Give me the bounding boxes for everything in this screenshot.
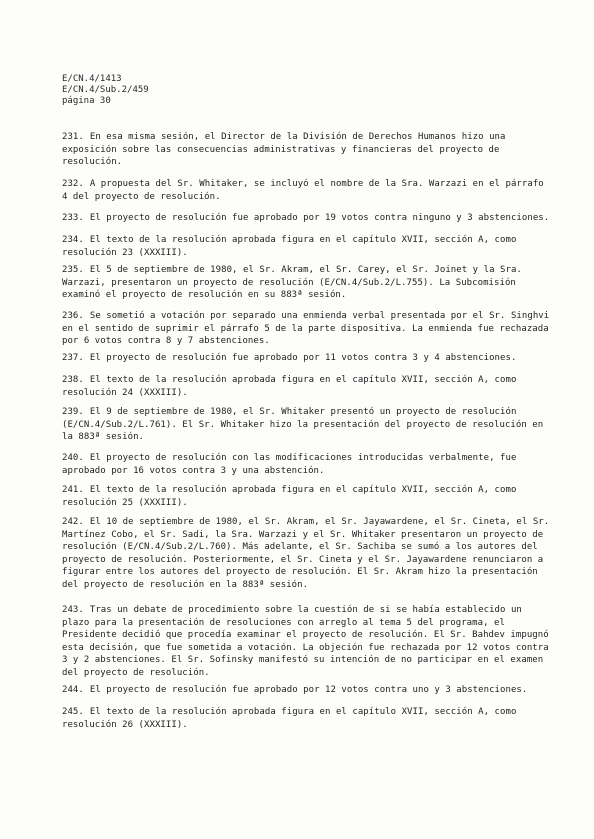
paragraph-234: 234. El texto de la resolución aprobada figura en el capítulo XVII, sección A, como resolución 23 (XXXIII).: [62, 235, 522, 258]
paragraph-233: 233. El proyecto de resolución fue aprobado por 19 votos contra ninguno y 3 abstenciones.: [62, 213, 550, 223]
paragraph-232: 232. A propuesta del Sr. Whitaker, se incluyó el nombre de la Sra. Warzazi en el párrafo 4 del proyecto de resolución.: [62, 179, 550, 202]
paragraph-244: 244. El proyecto de resolución fue aprobado por 12 votos contra uno y 3 abstenciones.: [62, 685, 528, 695]
paragraph-240: 240. El proyecto de resolución con las modificaciones introducidas verbalmente, fue aprobado por 16 votos contra 3 y una abstención.: [62, 453, 522, 476]
page-number: página 30: [62, 96, 111, 106]
document-symbol-2: E/CN.4/Sub.2/459: [62, 85, 149, 95]
paragraph-235: 235. El 5 de septiembre de 1980, el Sr. Akram, el Sr. Carey, el Sr. Joinet y la Sra. Warzazi, presentaron un proyecto de resolución (E/CN.4/Sub.2/L.755). La Subcomisión examinó el proyecto de resolución en su 883ª sesión.: [62, 265, 528, 301]
document-header: [62, 74, 149, 107]
paragraph-241: 241. El texto de la resolución aprobada figura en el capítulo XVII, sección A, como resolución 25 (XXXIII).: [62, 485, 522, 508]
paragraph-238: 238. El texto de la resolución aprobada figura en el capítulo XVII, sección A, como resolución 24 (XXXIII).: [62, 375, 522, 398]
paragraph-243: 243. Tras un debate de procedimiento sobre la cuestión de si se había establecido un plazo para la presentación de resoluciones con arreglo al tema 5 del programa, el Presidente decidió que procedía examinar el proyecto de resolución. El Sr. Bahdev impugnó esta decisión, que fue sometida a votación. La objeción fue rechazada por 12 votos contra 3 y 2 abstenciones. El Sr. Sofinsky manifestó su intención de no participar en el examen del proyecto de resolución.: [62, 605, 555, 678]
document-symbol-1: E/CN.4/1413: [62, 74, 122, 84]
paragraph-239: 239. El 9 de septiembre de 1980, el Sr. Whitaker presentó un proyecto de resolución (E/CN.4/Sub.2/L.761). El Sr. Whitaker hizo la presentación del proyecto de resolución en la 883ª sesión.: [62, 407, 549, 443]
paragraph-236: 236. Se sometió a votación por separado una enmienda verbal presentada por el Sr. Singhvi en el sentido de suprimir el párrafo 5 de la parte dispositiva. La enmienda fue rechazada por 6 votos contra 8 y 7 abstenciones.: [62, 311, 555, 347]
paragraph-237: 237. El proyecto de resolución fue aprobado por 11 votos contra 3 y 4 abstenciones.: [62, 353, 517, 363]
paragraph-245: 245. El texto de la resolución aprobada figura en el capítulo XVII, sección A, como resolución 26 (XXXIII).: [62, 707, 522, 730]
paragraph-242: 242. El 10 de septiembre de 1980, el Sr. Akram, el Sr. Jayawardene, el Sr. Cineta, el Sr. Martínez Cobo, el Sr. Sadi, la Sra. Warzazi y el Sr. Whitaker presentaron un proyecto de resolución (E/CN.4/Sub.2/L.760). Más adelante, el Sr. Sachiba se sumó a los autores del proyecto de resolución. Posteriormente, el Sr. Cineta y el Sr. Jayawardene renunciaron a figurar entre los autores del proyecto de resolución. El Sr. Akram hizo la presentación del proyecto de resolución en la 883ª sesión.: [62, 517, 555, 590]
paragraph-231: 231. En esa misma sesión, el Director de la División de Derechos Humanos hizo una exposición sobre las consecuencias administrativas y financieras del proyecto de resolución.: [62, 132, 511, 168]
